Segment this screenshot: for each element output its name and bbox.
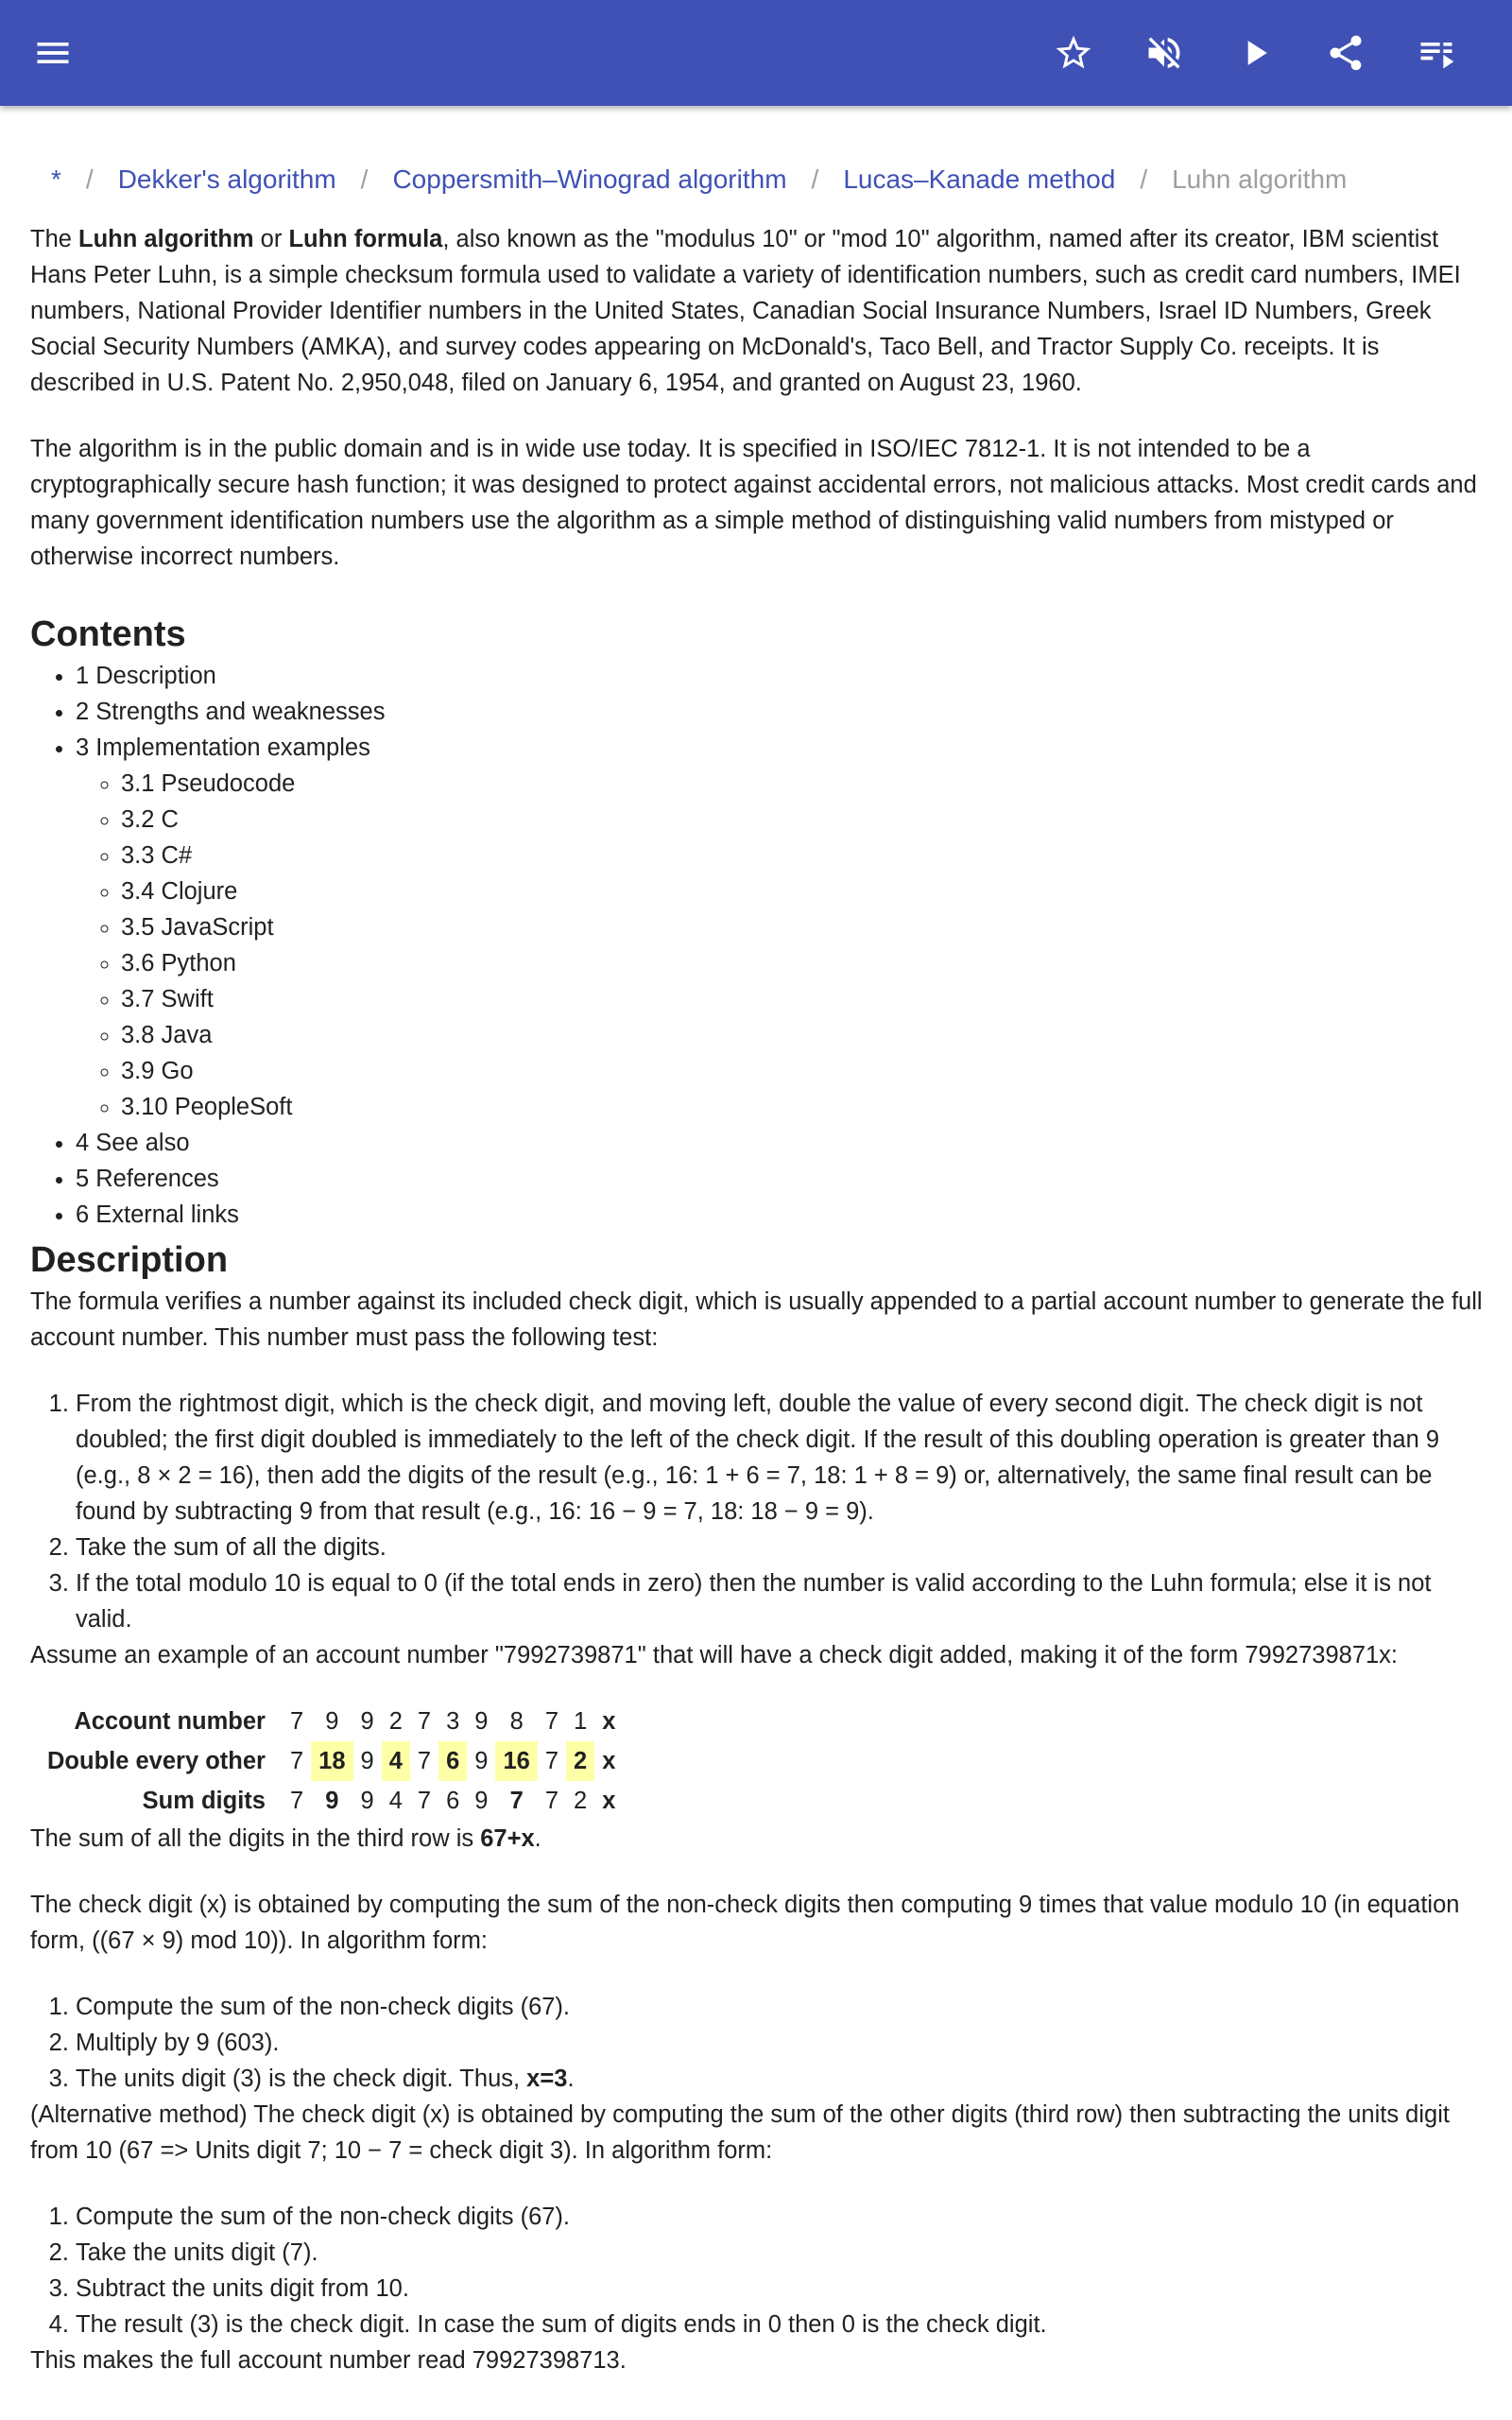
row-label: Account number [74, 1707, 266, 1735]
digit-cell: 7 [509, 1787, 524, 1814]
digit-cell: 9 [325, 1707, 339, 1735]
digit-cell: 2 [388, 1707, 403, 1735]
list-item: 3. If the total modulo 10 is equal to 0 (if the total ends in zero) then the number is valid according to the Luhn formula; else it is not valid. [76, 1565, 1486, 1637]
digit-cell: 9 [360, 1787, 374, 1814]
row-label: Sum digits [142, 1787, 266, 1814]
term-luhn-formula: Luhn formula [288, 226, 443, 252]
digit-cell: 7 [417, 1787, 432, 1814]
share-icon [1325, 32, 1366, 74]
digit-cell: 9 [474, 1707, 489, 1735]
breadcrumb [51, 161, 1486, 199]
toc-subitem[interactable]: ◦ 3.3 C# [121, 838, 1486, 873]
breadcrumb-separator: / [811, 164, 819, 194]
text-run: The sum of all the digits in the third row is [30, 1825, 481, 1852]
toc-subitem[interactable]: ◦ 3.5 JavaScript [121, 909, 1486, 945]
toc-item[interactable]: • 1 Description [76, 658, 1486, 694]
share-button[interactable] [1317, 25, 1374, 81]
digit-cell: 9 [325, 1787, 339, 1814]
breadcrumb-home-link[interactable]: * [51, 164, 61, 194]
sum-value: 67+x [480, 1825, 535, 1852]
digit-cell: 7 [544, 1747, 559, 1774]
contents-heading: Contents [30, 614, 186, 654]
playlist-icon [1416, 32, 1457, 74]
toc-sublist [76, 766, 1486, 1125]
table-row [40, 1702, 623, 1741]
list-item: 1. Compute the sum of the non-check digits (67). [76, 2199, 1486, 2235]
play-icon [1234, 32, 1276, 74]
check-digit-result: x=3 [526, 2066, 568, 2092]
digit-cell: 1 [574, 1707, 588, 1735]
toc-subitem[interactable]: ◦ 3.4 Clojure [121, 873, 1486, 909]
breadcrumb-current: Luhn algorithm [1172, 164, 1348, 194]
table-of-contents [30, 658, 1486, 1233]
toc-subitem[interactable]: ◦ 3.6 Python [121, 945, 1486, 981]
term-luhn-algorithm: Luhn algorithm [78, 226, 254, 252]
playlist-button[interactable] [1408, 25, 1465, 81]
toc-subitem[interactable]: ◦ 3.2 C [121, 802, 1486, 838]
digit-cell: 16 [495, 1741, 537, 1781]
toc-item[interactable]: • 4 See also [76, 1125, 1486, 1161]
text-run: The [30, 226, 79, 252]
luhn-table-body [40, 1702, 623, 1821]
article [30, 161, 1486, 2378]
breadcrumb-separator: / [360, 164, 369, 194]
digit-cell: 9 [474, 1787, 489, 1814]
digit-cell: 7 [289, 1707, 304, 1735]
text-run: The units digit (3) is the check digit. Thus, [76, 2066, 527, 2092]
text-run: . [534, 1825, 541, 1852]
digit-cell: 7 [417, 1747, 432, 1774]
play-button[interactable] [1227, 25, 1283, 81]
digit-cell: 7 [289, 1787, 304, 1814]
test-steps-list [30, 1386, 1486, 1637]
breadcrumb-separator: / [85, 164, 94, 194]
text-run: , also known as the "modulus 10" or "mod 10" algorithm, named after its creator, IBM scientist Hans Peter Luhn, is a simple checksum formula used to validate a variety of identification numbers, such as credit card numbers, IMEI numbers, National Provider Identifier numbers in the United States, Canadian Social Insurance Numbers, Israel ID Numbers, Greek Social Security Numbers (AMKA), and survey codes appearing on McDonald's, Taco Bell, and Tractor Supply Co. receipts. It is described in U.S. Patent No. 2,950,048, filed on January 6, 1954, and granted on August 23, 1960. [30, 226, 1461, 396]
app-bar [0, 0, 1512, 106]
list-item [76, 2061, 1486, 2097]
breadcrumb-link-dekker[interactable]: Dekker's algorithm [117, 164, 336, 194]
digit-cell: 2 [566, 1741, 594, 1781]
digit-cell: 4 [388, 1787, 403, 1814]
toc-subitem[interactable]: ◦ 3.9 Go [121, 1053, 1486, 1089]
digit-cell: 7 [544, 1787, 559, 1814]
algorithm-steps-list [30, 1989, 1486, 2097]
mute-button[interactable] [1136, 25, 1193, 81]
digit-cell: 7 [289, 1747, 304, 1774]
table-row [40, 1741, 623, 1781]
digit-cell: x [602, 1707, 616, 1735]
row-label: Double every other [47, 1747, 266, 1774]
toc-item[interactable]: • 2 Strengths and weaknesses [76, 694, 1486, 730]
toc-subitem[interactable]: ◦ 3.8 Java [121, 1017, 1486, 1053]
volume-off-icon [1143, 32, 1185, 74]
breadcrumb-separator: / [1140, 164, 1148, 194]
sum-sentence [30, 1821, 1486, 1857]
breadcrumb-link-coppersmith[interactable]: Coppersmith–Winograd algorithm [392, 164, 787, 194]
toc-item[interactable] [76, 730, 1486, 1125]
digit-cell: 6 [438, 1741, 467, 1781]
list-item: 4. The result (3) is the check digit. In case the sum of digits ends in 0 then 0 is the check digit. [76, 2307, 1486, 2342]
digit-cell: x [602, 1747, 616, 1774]
menu-icon [32, 32, 74, 74]
toc-item[interactable]: • 5 References [76, 1161, 1486, 1197]
example-intro: Assume an example of an account number "7992739871" that will have a check digit added, making it of the form 7992739871x: [30, 1642, 1399, 1668]
digit-cell: 9 [360, 1747, 374, 1774]
luhn-example-table [40, 1702, 623, 1821]
digit-cell: x [602, 1787, 616, 1814]
toc-item[interactable]: • 6 External links [76, 1197, 1486, 1233]
toc-subitem[interactable]: ◦ 3.10 PeopleSoft [121, 1089, 1486, 1125]
digit-cell: 7 [417, 1707, 432, 1735]
digit-cell: 4 [382, 1741, 410, 1781]
list-item: 1. Compute the sum of the non-check digits (67). [76, 1989, 1486, 2025]
description-intro: The formula verifies a number against its included check digit, which is usually appended to a partial account number to generate the full account number. This number must pass the following test: [30, 1288, 1483, 1351]
alternative-steps-list [30, 2199, 1486, 2342]
digit-cell: 18 [311, 1741, 352, 1781]
list-item: 2. Multiply by 9 (603). [76, 2025, 1486, 2061]
digit-cell: 7 [544, 1707, 559, 1735]
text-run: . [567, 2066, 575, 2092]
list-item: 1. From the rightmost digit, which is the check digit, and moving left, double the value of every second digit. The check digit is not doubled; the first digit doubled is immediately to the left of the check digit. If the result of this doubling operation is greater than 9 (e.g., 8 × 2 = 16), then add the digits of the result (e.g., 16: 1 + 6 = 7, 18: 1 + 8 = 9) or, alternatively, the same final result can be found by subtracting 9 from that result (e.g., 16: 16 − 9 = 7, 18: 18 − 9 = 9). [76, 1386, 1486, 1530]
table-row [40, 1781, 623, 1821]
digit-cell: 2 [574, 1787, 588, 1814]
list-item: 2. Take the units digit (7). [76, 2235, 1486, 2271]
digit-cell: 8 [509, 1707, 524, 1735]
toc-subitem[interactable]: ◦ 3.7 Swift [121, 981, 1486, 1017]
final-sentence: This makes the full account number read 79927398713. [30, 2347, 627, 2374]
digit-cell: 6 [446, 1787, 460, 1814]
digit-cell: 3 [446, 1707, 460, 1735]
digit-cell: 9 [474, 1747, 489, 1774]
text-run: or [253, 226, 289, 252]
menu-button[interactable] [25, 25, 81, 81]
toc-subitem[interactable]: ◦ 3.1 Pseudocode [121, 766, 1486, 802]
intro-paragraph-2: The algorithm is in the public domain and is in wide use today. It is specified in ISO/IEC 7812-1. It is not intended to be a cryptographically secure hash function; it was designed to protect against accidental errors, not malicious attacks. Most credit cards and many government identification numbers use the algorithm as a simple method of distinguishing valid numbers from mistyped or otherwise incorrect numbers. [30, 436, 1477, 570]
description-heading: Description [30, 1240, 229, 1280]
list-item: 3. Subtract the units digit from 10. [76, 2271, 1486, 2307]
alternative-method-paragraph: (Alternative method) The check digit (x) is obtained by computing the sum of the other digits (third row) then subtracting the units digit from 10 (67 => Units digit 7; 10 − 7 = check digit 3). In algorithm form: [30, 2101, 1450, 2164]
intro-paragraph-1 [30, 221, 1486, 401]
star-outline-icon [1053, 32, 1094, 74]
digit-cell: 9 [360, 1707, 374, 1735]
check-digit-paragraph: The check digit (x) is obtained by computing the sum of the non-check digits then computing 9 times that value modulo 10 (in equation form, ((67 × 9) mod 10)). In algorithm form: [30, 1892, 1460, 1954]
bookmark-button[interactable] [1045, 25, 1102, 81]
list-item: 2. Take the sum of all the digits. [76, 1530, 1486, 1565]
breadcrumb-link-lucas-kanade[interactable]: Lucas–Kanade method [843, 164, 1116, 194]
toc-item-label[interactable]: 3 Implementation examples [76, 735, 370, 761]
